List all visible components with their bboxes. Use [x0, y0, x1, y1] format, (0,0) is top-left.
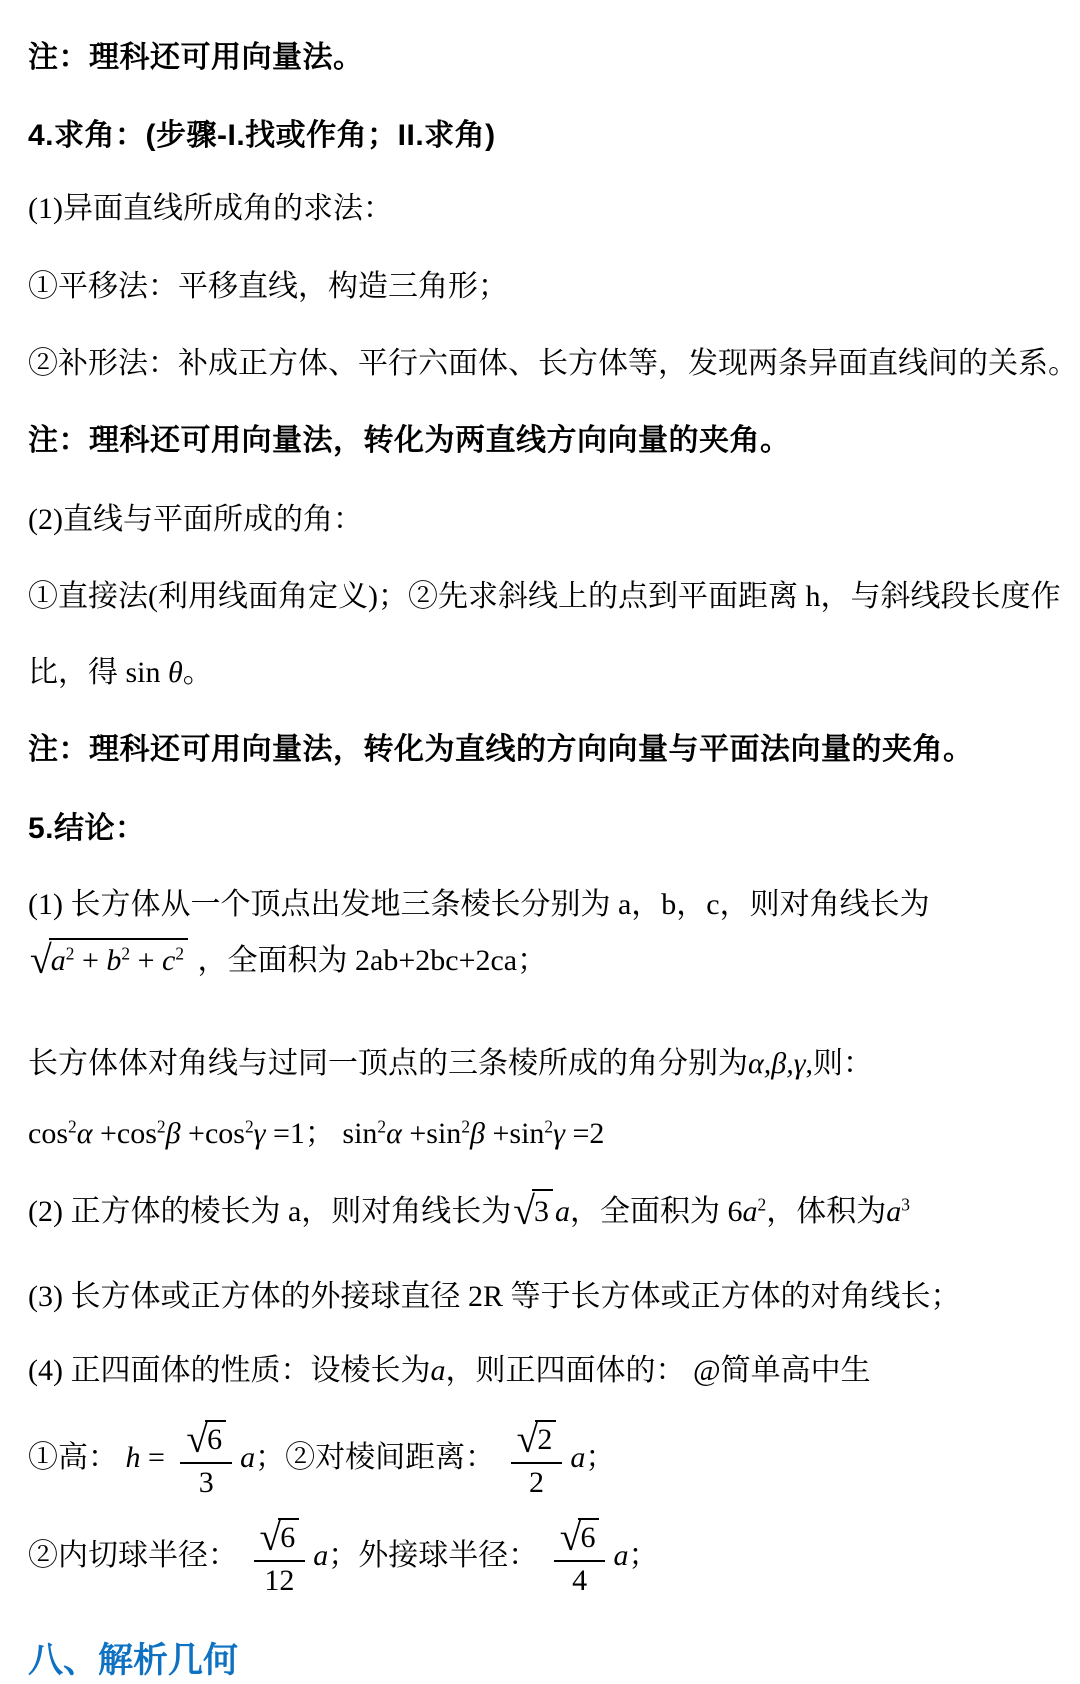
paragraph-cuboid-edges: (1) 长方体从一个顶点出发地三条棱长分别为 a，b，c，则对角线长为 [28, 888, 930, 921]
paragraph-skew-lines-angle: (1)异面直线所成角的求法： [28, 192, 393, 225]
formula-height-edge-distance: ①高： h = $\frac{√6}{3}$ a；②对棱间距离： $\frac{√2}{2}$ a； [28, 1417, 616, 1499]
paragraph-sin-theta: 比，得 sin θ。 [28, 656, 213, 689]
paragraph-direct-method: ①直接法(利用线面角定义)；②先求斜线上的点到平面距离 h，与斜线段长度作 [28, 580, 1061, 613]
note-science-vector-method-1: 注：理科还可用向量法。 [28, 41, 364, 74]
paragraph-cube-properties: (2) 正方体的棱长为 a，则对角线长为√3 a，全面积为 $6a^2$，体积为$a^3$ [28, 1189, 910, 1233]
note-science-vector-method-3: 注：理科还可用向量法，转化为直线的方向向量与平面法向量的夹角。 [28, 733, 974, 766]
formula-cos-sin-identities: $\cos^2\alpha +\cos^2\beta +\cos^2\gamma =1$； $\sin^2\alpha +\sin^2\beta +\sin^2\gamma =2$ [28, 1116, 605, 1150]
radical-sign: √6 [560, 1518, 600, 1558]
paragraph-tetrahedron: (4) 正四面体的性质：设棱长为a，则正四面体的： @简单高中生 [28, 1354, 871, 1387]
fraction: $\frac{√2}{2}$ [511, 1420, 563, 1500]
radical-sign: √2 [517, 1420, 557, 1460]
paragraph-translate-method: ①平移法：平移直线，构造三角形； [28, 270, 508, 303]
radical-sign: √6 [186, 1420, 226, 1460]
radical-sign: √6 [260, 1518, 300, 1558]
heading-find-angles: 4.求角：(步骤-I.找或作角；II.求角) [28, 119, 496, 152]
radical-sign: $√a^2 + b^2 + c^2$ [30, 938, 188, 981]
fraction: $\frac{√6}{12}$ [254, 1518, 306, 1598]
paragraph-diagonal-angles: 长方体体对角线与过同一顶点的三条棱所成的角分别为α,β,γ,则： [28, 1047, 874, 1080]
heading-analytic-geometry: 八、解析几何 [28, 1641, 239, 1680]
heading-conclusions: 5.结论： [28, 812, 146, 845]
fraction: $\frac{√6}{3}$ [180, 1420, 232, 1500]
formula-sphere-radii: ②内切球半径： $\frac{√6}{12}$ a；外接球半径： $\frac{√6}{4}$ a； [28, 1515, 659, 1597]
radical-sign: √3 [513, 1189, 553, 1232]
paragraph-circumsphere: (3) 长方体或正方体的外接球直径 2R 等于长方体或正方体的对角线长； [28, 1280, 961, 1313]
fraction: $\frac{√6}{4}$ [554, 1518, 606, 1598]
paragraph-line-plane-angle: (2)直线与平面所成的角： [28, 503, 363, 536]
formula-cuboid-diagonal: $√a^2 + b^2 + c^2$ ，全面积为 2ab+2bc+2ca； [30, 938, 548, 982]
paragraph-complete-solid: ②补形法：补成正方体、平行六面体、长方体等，发现两条异面直线间的关系。 [28, 347, 1078, 380]
note-science-vector-method-2: 注：理科还可用向量法，转化为两直线方向向量的夹角。 [28, 424, 791, 457]
